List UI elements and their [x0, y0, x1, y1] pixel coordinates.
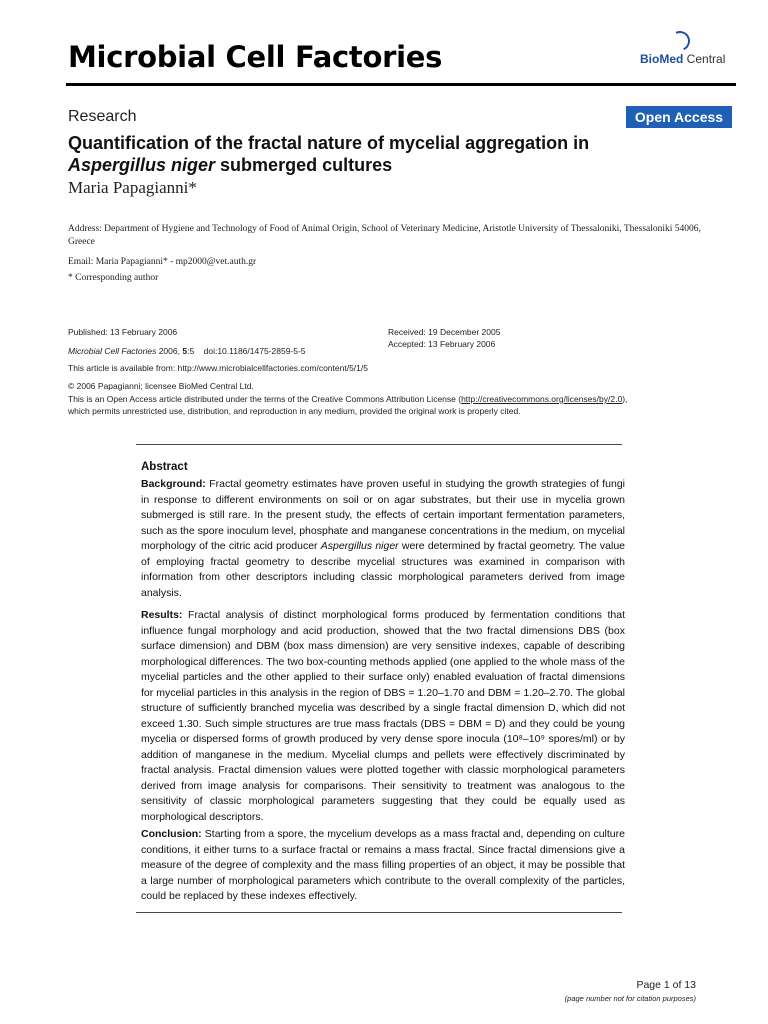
license-post: ), [622, 394, 628, 404]
abstract-conclusion [141, 827, 625, 905]
article-title-italic: Aspergillus niger [68, 155, 216, 175]
publisher-central: Central [683, 52, 726, 66]
citation-volume: 5 [182, 346, 188, 356]
article-title-part2: submerged cultures [215, 155, 393, 175]
background-italic: Aspergillus niger [320, 540, 399, 552]
citation [68, 345, 306, 358]
abstract-top-rule [136, 444, 622, 445]
biomed-arc-icon [667, 28, 693, 54]
article-type: Research [68, 108, 137, 125]
publisher-bio: BioMed [640, 52, 684, 66]
license-pre: This is an Open Access article distributed under the terms of the Creative Commons Attribution License ( [68, 394, 462, 404]
received-date: Received: 19 December 2005 [388, 327, 501, 337]
background-label: Background: [141, 478, 206, 490]
accepted-date: Accepted: 13 February 2006 [388, 339, 496, 349]
author-name: Maria Papagianni* [68, 178, 197, 197]
conclusion-label: Conclusion: [141, 828, 202, 840]
page-number-note: (page number not for citation purposes) [564, 994, 696, 1003]
open-access-badge: Open Access [626, 106, 732, 128]
results-text: Fractal analysis of distinct morphological forms produced by fermentation conditions that influence fungal morphology and acid production, showed that the two fractal dimensions DBS (box surface dimension) and DBM (box mass dimension) are very sensitive indexes, capable of describing morphological differences. The two box-counting methods applied (one applied to the whole mass of the mycelial particles and the other applied to their surface only) enabled evaluation of fractal dimensions for mycelial particles in this analysis in the region of DBS = 1.20–1.70 and DBM = 1.20–2.70. The global structure of sufficiently branched mycelia was described by a single fractal dimension D, which did not exceed 1.30. Such simple structures are true mass fractals (DBS = DBM = D) and they could be young mycelia or dispersed forms of growth produced by very dense spore inocula (10⁸–10⁹ spores/ml) or by addition of manganese in the medium. Mycelial clumps and pellets were effectively discriminated by fractal analysis. Fractal dimension values were plotted together with classic morphological parameters derived from image analysis for comparisons. Their sensitivity to treatment was analogous to the sensitivity of classic morphological parameters suggesting that they could be equally used as morphological descriptors. [141, 609, 625, 823]
citation-year: 2006, [156, 346, 183, 356]
availability-url[interactable]: This article is available from: http://www.microbialcellfactories.com/content/5/1/5 [68, 363, 368, 373]
license-text-line2: which permits unrestricted use, distribution, and reproduction in any medium, provided the original work is properly cited. [68, 406, 521, 416]
publisher-logo [640, 30, 740, 70]
author-email: Email: Maria Papagianni* - mp2000@vet.auth.gr [68, 257, 257, 267]
conclusion-text: Starting from a spore, the mycelium develops as a mass fractal and, depending on culture conditions, it either turns to a surface fractal or remains a mass fractal. Since fractal dimensions give a measure of the degree of complexity and the mass filling properties of an object, it may be possible that a large number of morphological parameters which contribute to the overall complexity of the particles, could be replaced by these indexes effectively. [141, 828, 625, 902]
article-title-part1: Quantification of the fractal nature of mycelial aggregation in [68, 133, 590, 153]
abstract-background [141, 477, 625, 601]
header-rule [66, 83, 736, 86]
copyright: © 2006 Papagianni; licensee BioMed Central Ltd. [68, 381, 254, 391]
citation-journal: Microbial Cell Factories [68, 346, 157, 356]
abstract-bottom-rule [136, 912, 622, 913]
abstract-results [141, 608, 625, 825]
license-link[interactable]: http://creativecommons.org/licenses/by/2.0 [461, 394, 623, 404]
results-label: Results: [141, 609, 183, 621]
published-date: Published: 13 February 2006 [68, 327, 178, 337]
background-text-2: were determined by fractal geometry. The value of employing fractal geometry to describe mycelial structures was examined in comparison with information from other descriptors including classic morphological parameters derived from image analysis. [141, 540, 625, 599]
background-text-1: Fractal geometry estimates have proven useful in studying the growth strategies of fungi in response to different environments on soil or on agar substrates, but their use in mycelia grown submerged is still rare. In the present study, the effects of certain important fermentation parameters, such as the spore inoculum level, phosphate and manganese concentrations in the medium, on mycelial morphology of the citric acid producer [141, 478, 625, 552]
page-number: Page 1 of 13 [636, 979, 696, 991]
author-address: Address: Department of Hygiene and Technology of Food of Animal Origin, School of Veterinary Medicine, Aristotle University of Thessaloniki, Thessaloniki 54006, Greece [68, 224, 701, 247]
publisher-name [640, 52, 725, 66]
corresponding-author-note: * Corresponding author [68, 273, 159, 283]
article-title [68, 132, 728, 176]
abstract-heading: Abstract [141, 461, 188, 473]
journal-title: Microbial Cell Factories [68, 40, 443, 74]
citation-doi: :5 doi:10.1186/1475-2859-5-5 [187, 346, 306, 356]
